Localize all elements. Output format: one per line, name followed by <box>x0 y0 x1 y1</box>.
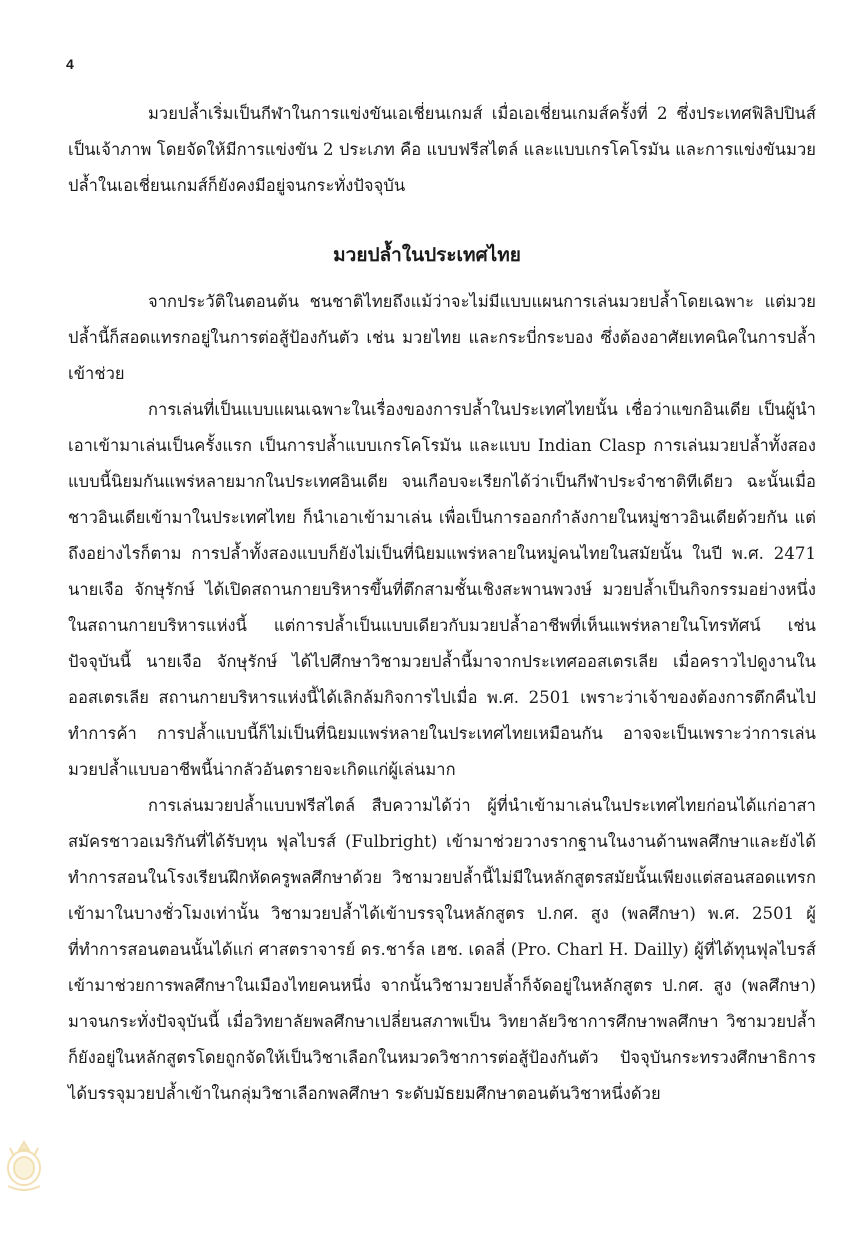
section-paragraph-3: การเล่นมวยปล้ำแบบฟรีสไตล์ สืบความได้ว่า ผู้ที่นำเข้ามาเล่นในประเทศไทยก่อนได้แก่อาสาสมัครชาวอเมริกันที่ได้รับทุน ฟุลไบรส์ (Fulbright) เข้ามาช่วยวางรากฐานในงานด้านพลศึกษาและยังได้ทำการสอนในโรงเรียนฝึกหัดครูพลศึกษาด้วย วิชามวยปล้ำนี้ไม่มีในหลักสูตรสมัยนั้นเพียงแต่สอนสอดแทรกเข้ามาในบางชั่วโมงเท่านั้น วิชามวยปล้ำได้เข้าบรรจุในหลักสูตร ป.กศ. สูง (พลศึกษา) พ.ศ. 2501 ผู้ที่ทำการสอนตอนนั้นได้แก่ ศาสตราจารย์ ดร.ชาร์ล เฮช. เดลลี่ (Pro. Charl H. Dailly) ผู้ที่ได้ทุนฟุลไบรส์ เข้ามาช่วยการพลศึกษาในเมืองไทยคนหนึ่ง จากนั้นวิชามวยปล้ำก็จัดอยู่ในหลักสูตร ป.กศ. สูง (พลศึกษา) มาจนกระทั่งปัจจุบันนี้ เมื่อวิทยาลัยพลศึกษาเปลี่ยนสภาพเป็น วิทยาลัยวิชาการศึกษาพลศึกษา วิชามวยปล้ำก็ยังอยู่ในหลักสูตรโดยถูกจัดให้เป็นวิชาเลือกในหมวดวิชาการต่อสู้ป้องกันตัว ปัจจุบันกระทรวงศึกษาธิการได้บรรจุมวยปล้ำเข้าในกลุ่มวิชาเลือกพลศึกษา ระดับมัธยมศึกษาตอนต้นวิชาหนึ่งด้วย <box>68 796 816 1103</box>
section-heading: มวยปล้ำในประเทศไทย <box>333 244 521 266</box>
section-paragraph-1: จากประวัติในตอนต้น ชนชาติไทยถึงแม้ว่าจะไม่มีแบบแผนการเล่นมวยปล้ำโดยเฉพาะ แต่มวยปล้ำนี้ก็สอดแทรกอยู่ในการต่อสู้ป้องกันตัว เช่น มวยไทย และกระบี่กระบอง ซึ่งต้องอาศัยเทคนิคในการปล้ำเข้าช่วย <box>68 292 816 383</box>
section-paragraph-2: การเล่นที่เป็นแบบแผนเฉพาะในเรื่องของการปล้ำในประเทศไทยนั้น เชื่อว่าแขกอินเดีย เป็นผู้นำเอาเข้ามาเล่นเป็นครั้งแรก เป็นการปล้ำแบบเกรโคโรมัน และแบบ Indian Clasp การเล่นมวยปล้ำทั้งสองแบบนี้นิยมกันแพร่หลายมากในประเทศอินเดีย จนเกือบจะเรียกได้ว่าเป็นกีฬาประจำชาติทีเดียว ฉะนั้นเมื่อชาวอินเดียเข้ามาในประเทศไทย ก็นำเอาเข้ามาเล่น เพื่อเป็นการออกกำลังกายในหมู่ชาวอินเดียด้วยกัน แต่ถึงอย่างไรก็ตาม การปล้ำทั้งสองแบบก็ยังไม่เป็นที่นิยมแพร่หลายในหมู่คนไทยในสมัยนั้น ในปี พ.ศ. 2471 นายเจือ จักษุรักษ์ ได้เปิดสถานกายบริหารขึ้นที่ตึกสามชั้นเชิงสะพานพวงษ์ มวยปล้ำเป็นกิจกรรมอย่างหนึ่งในสถานกายบริหารแห่งนี้ แต่การปล้ำเป็นแบบเดียวกับมวยปล้ำอาชีพที่เห็นแพร่หลายในโทรทัศน์ เช่นปัจจุบันนี้ นายเจือ จักษุรักษ์ ได้ไปศึกษาวิชามวยปล้ำนี้มาจากประเทศออสเตรเลีย เมื่อคราวไปดูงานในออสเตรเลีย สถานกายบริหารแห่งนี้ได้เลิกล้มกิจการไปเมื่อ พ.ศ. 2501 เพราะว่าเจ้าของต้องการตึกคืนไปทำการค้า การปล้ำแบบนี้ก็ไม่เป็นที่นิยมแพร่หลายในประเทศไทยเหมือนกัน อาจจะเป็นเพราะว่าการเล่นมวยปล้ำแบบอาชีพนี้น่ากลัวอันตรายจะเกิดแก่ผู้เล่นมาก <box>68 400 816 779</box>
intro-paragraph: มวยปล้ำเริ่มเป็นกีฬาในการแข่งขันเอเชี่ยนเกมส์ เมื่อเอเชี่ยนเกมส์ครั้งที่ 2 ซึ่งประเทศฟิลิปปินส์เป็นเจ้าภาพ โดยจัดให้มีการแข่งขัน 2 ประเภท คือ แบบฟรีสไตล์ และแบบเกรโคโรมัน และการแข่งขันมวยปล้ำในเอเชี่ยนเกมส์ก็ยังคงมีอยู่จนกระทั่งปัจจุบัน <box>68 104 816 195</box>
page-number: 4 <box>66 56 74 72</box>
section-body <box>68 284 816 1112</box>
intro-block <box>68 96 816 204</box>
seal-watermark-icon <box>0 1138 48 1196</box>
